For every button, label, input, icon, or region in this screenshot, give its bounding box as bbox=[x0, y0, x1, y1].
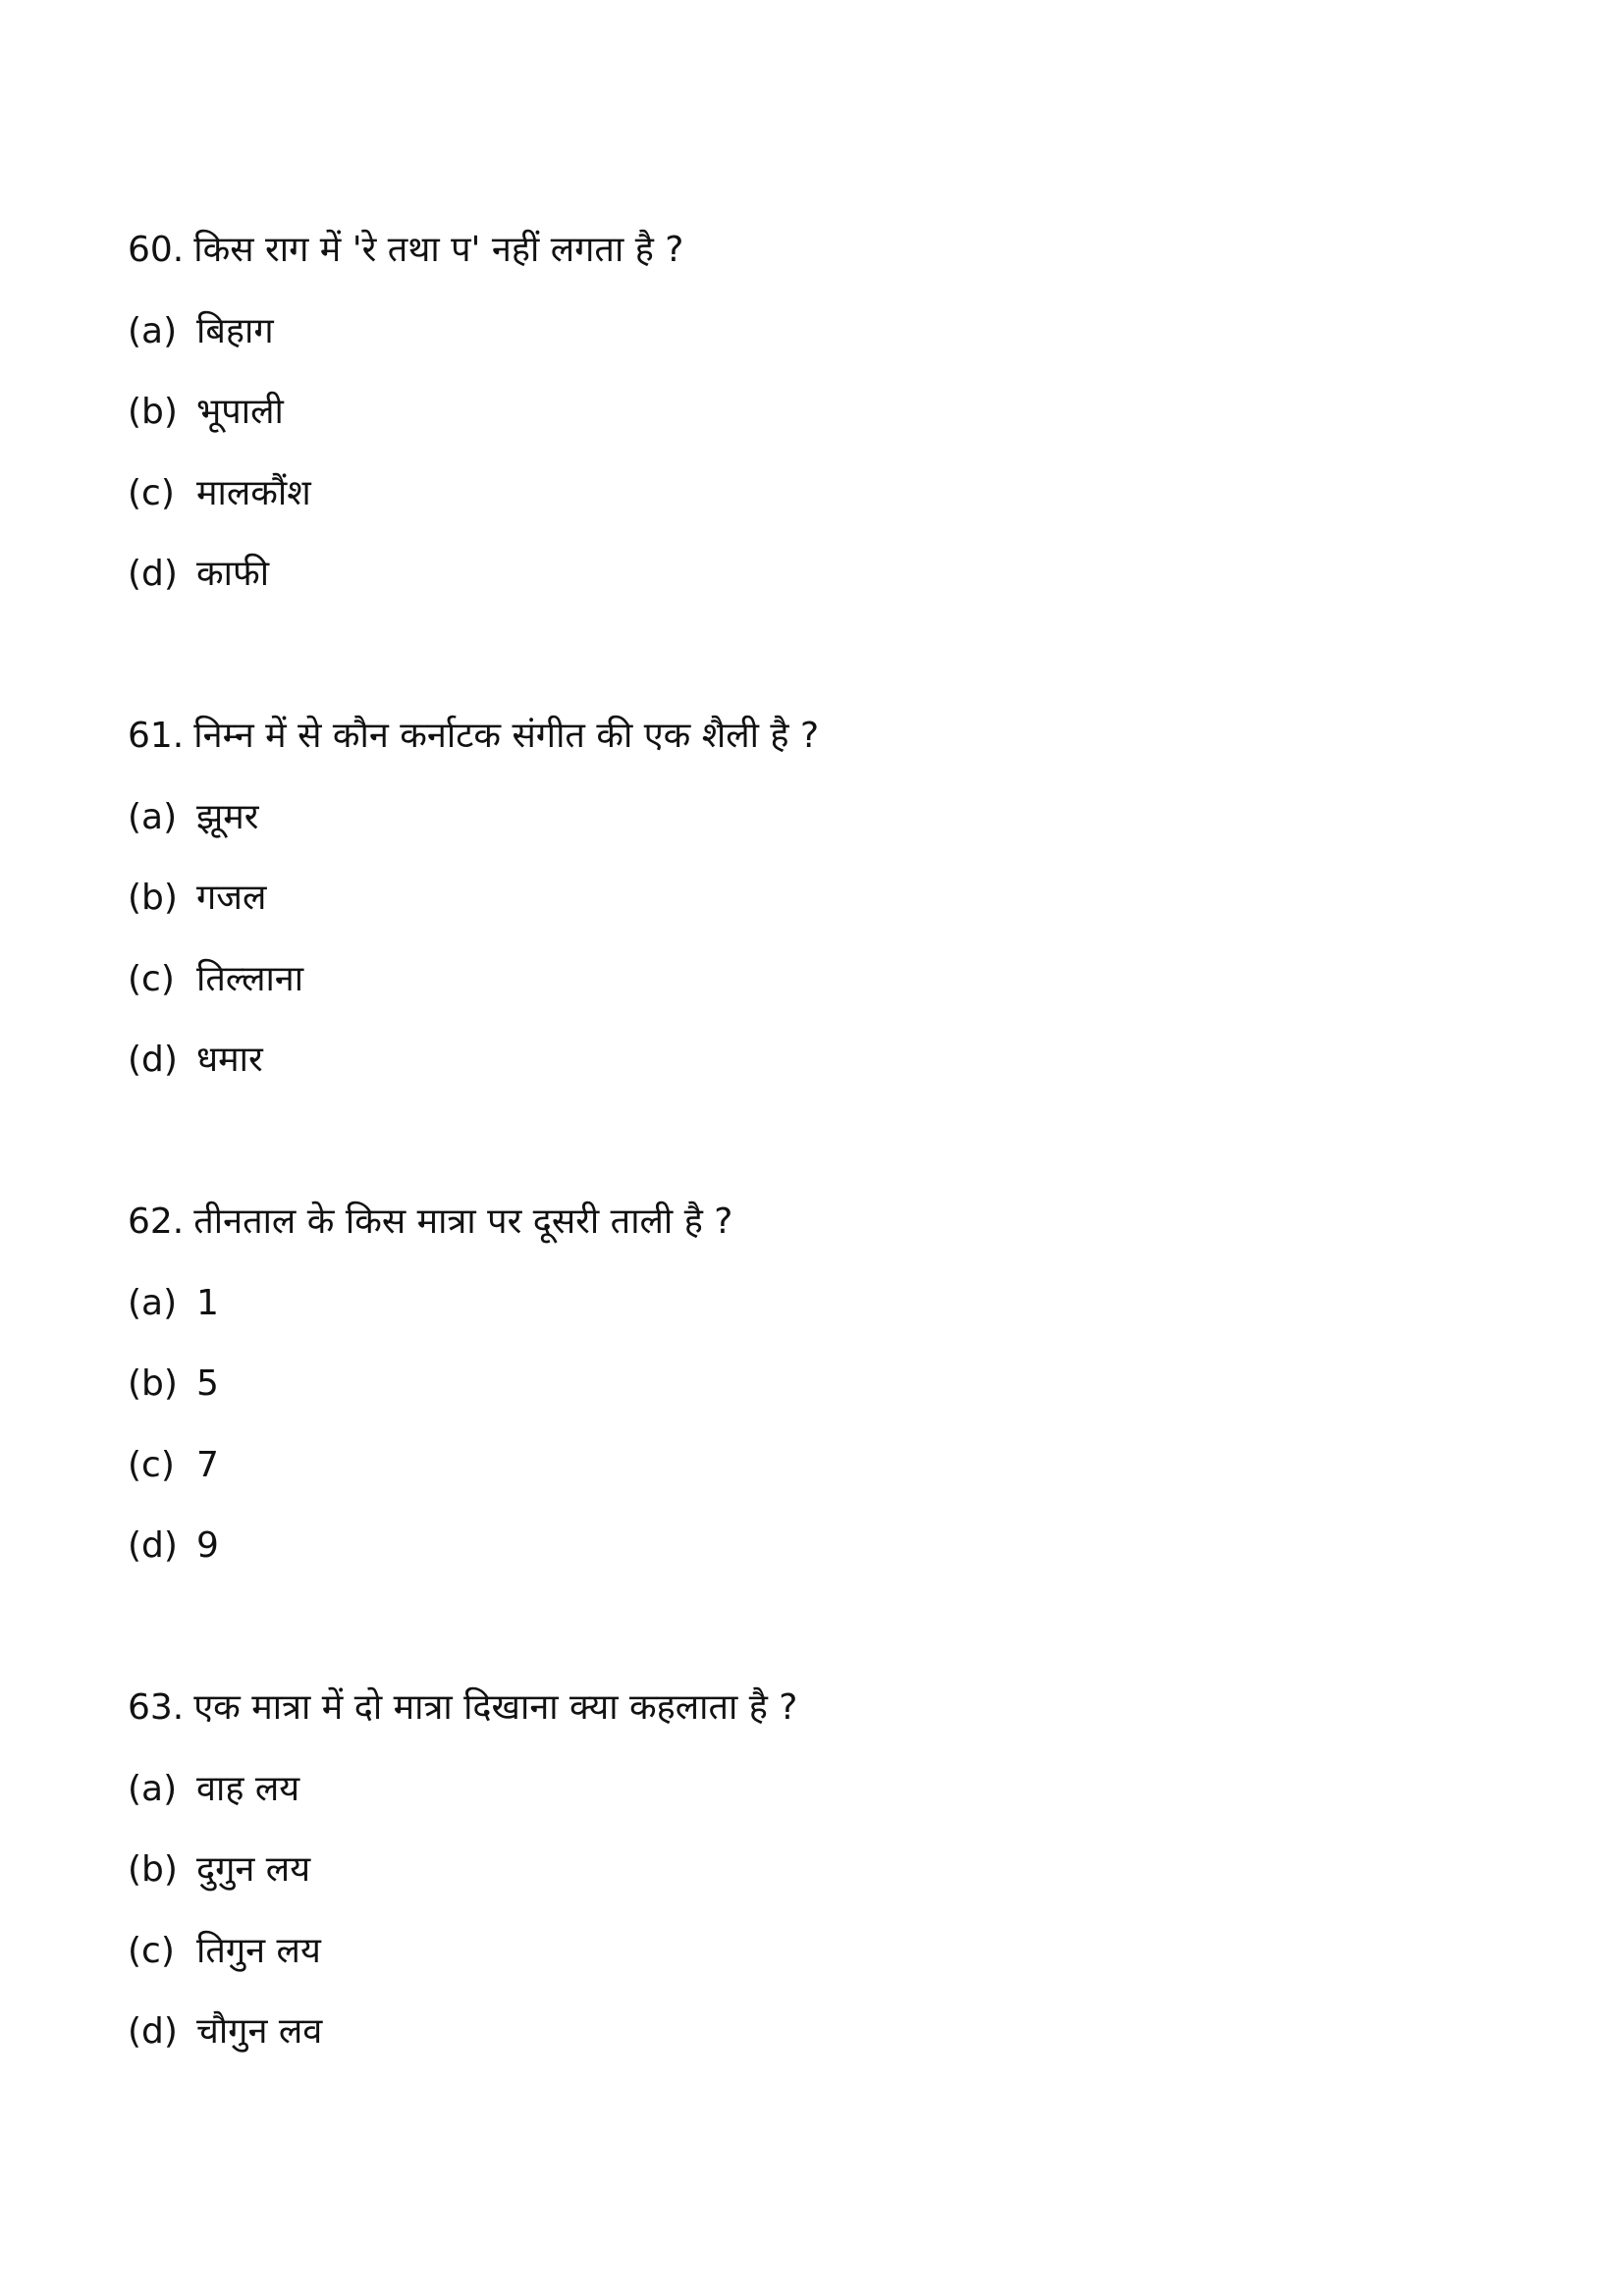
option-text: धमार bbox=[196, 1040, 263, 1080]
option-label: (c) bbox=[128, 1931, 175, 1971]
option-61-b bbox=[128, 875, 266, 922]
option-label: (d) bbox=[128, 2011, 178, 2052]
option-label: (a) bbox=[128, 1283, 178, 1323]
option-label: (d) bbox=[128, 554, 178, 594]
option-text: चौगुन लव bbox=[196, 2011, 323, 2052]
option-label: (b) bbox=[128, 1363, 178, 1404]
option-62-d bbox=[128, 1522, 219, 1570]
option-63-d bbox=[128, 2008, 322, 2056]
option-label: (b) bbox=[128, 392, 178, 432]
option-label: (c) bbox=[128, 1445, 175, 1485]
option-label: (d) bbox=[128, 1525, 178, 1566]
option-63-b bbox=[128, 1846, 310, 1894]
question-number: 62. bbox=[128, 1201, 185, 1242]
question-text: तीनताल के किस मात्रा पर दूसरी ताली है ? bbox=[193, 1201, 733, 1242]
question-63 bbox=[128, 1684, 797, 1732]
option-text: मालकौंश bbox=[196, 473, 311, 513]
question-text: एक मात्रा में दो मात्रा दिखाना क्या कहलाता है ? bbox=[193, 1687, 798, 1728]
option-label: (c) bbox=[128, 959, 175, 999]
option-text: तिगुन लय bbox=[196, 1931, 321, 1971]
question-text: निम्न में से कौन कर्नाटक संगीत की एक शैली है ? bbox=[193, 716, 820, 756]
option-60-c bbox=[128, 470, 311, 517]
question-number: 63. bbox=[128, 1687, 185, 1728]
option-text: 5 bbox=[196, 1363, 219, 1404]
option-label: (a) bbox=[128, 311, 178, 351]
option-text: बिहाग bbox=[196, 311, 274, 351]
option-label: (d) bbox=[128, 1040, 178, 1080]
option-text: झूमर bbox=[196, 797, 259, 837]
question-number: 61. bbox=[128, 716, 185, 756]
option-label: (b) bbox=[128, 878, 178, 918]
option-60-a bbox=[128, 308, 274, 355]
option-61-c bbox=[128, 956, 303, 1003]
option-62-a bbox=[128, 1280, 219, 1327]
option-label: (a) bbox=[128, 797, 178, 837]
option-62-c bbox=[128, 1442, 219, 1489]
option-label: (c) bbox=[128, 473, 175, 513]
option-text: 9 bbox=[196, 1525, 219, 1566]
option-text: भूपाली bbox=[196, 392, 284, 432]
question-62 bbox=[128, 1199, 732, 1246]
option-63-c bbox=[128, 1928, 321, 1975]
option-60-d bbox=[128, 551, 269, 598]
option-text: 1 bbox=[196, 1283, 219, 1323]
option-60-b bbox=[128, 389, 284, 436]
option-text: तिल्लाना bbox=[196, 959, 304, 999]
question-text: किस राग में 'रे तथा प' नहीं लगता है ? bbox=[193, 230, 684, 270]
question-60 bbox=[128, 227, 683, 274]
option-text: 7 bbox=[196, 1445, 219, 1485]
option-label: (b) bbox=[128, 1849, 178, 1890]
option-61-d bbox=[128, 1037, 263, 1084]
option-text: गजल bbox=[196, 878, 267, 918]
option-62-b bbox=[128, 1361, 219, 1408]
option-label: (a) bbox=[128, 1769, 178, 1809]
option-63-a bbox=[128, 1766, 299, 1813]
option-text: दुगुन लय bbox=[196, 1849, 311, 1890]
option-text: वाह लय bbox=[196, 1769, 300, 1809]
question-61 bbox=[128, 713, 819, 760]
option-61-a bbox=[128, 794, 258, 841]
option-text: काफी bbox=[196, 554, 270, 594]
question-number: 60. bbox=[128, 230, 185, 270]
